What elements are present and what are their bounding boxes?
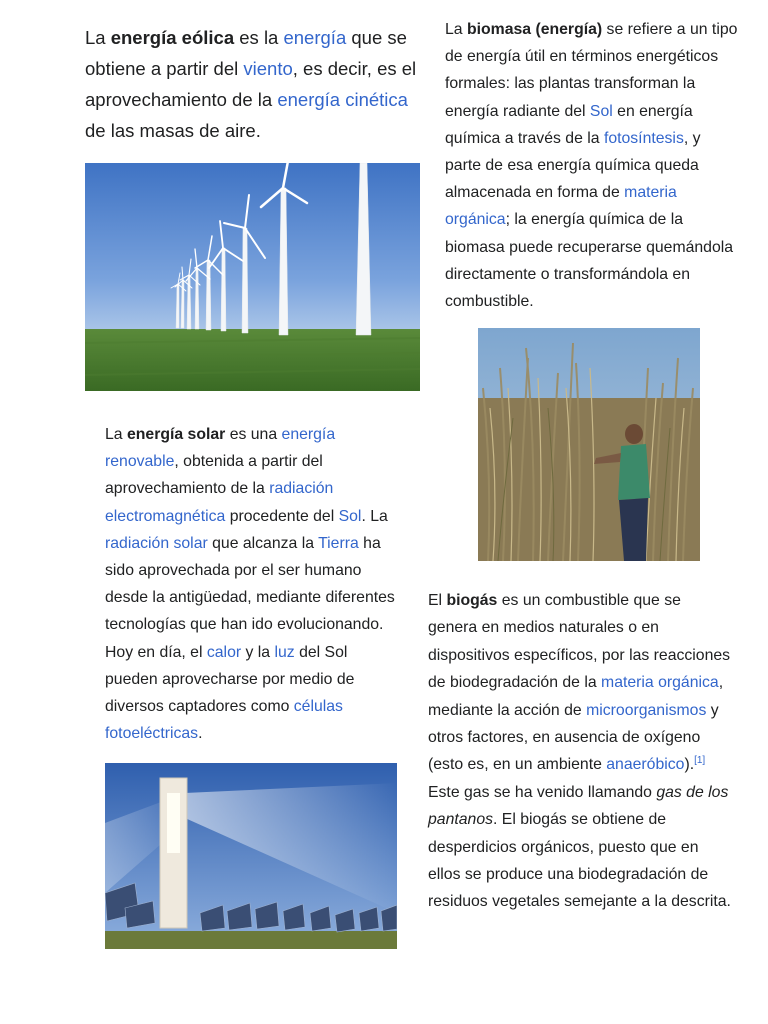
link-tierra[interactable]: Tierra (318, 534, 359, 552)
wind-farm-image[interactable] (85, 163, 420, 391)
solar-term: energía solar (126, 426, 226, 443)
link-sol[interactable]: Sol (589, 102, 613, 120)
solar-paragraph: La energía solar es una energía renovable, obtenida a partir del aprovechamiento de la radiación electromagnética procedente del Sol. La radiación solar que alcanza la Tierra ha sido aprovechada por el ser humano desde la antigüedad, mediante diferentes tecnologías que han ido evolucionando. Hoy en día, el calor y la luz del Sol pueden aprovecharse por medio de diversos captadores como células fotoeléctricas. (105, 426, 395, 743)
link-materia-organica[interactable]: materia orgánica (445, 184, 677, 229)
link-fotosintesis[interactable]: fotosíntesis (603, 129, 684, 147)
link-celulas-fotoelectricas[interactable]: células fotoeléctricas (105, 698, 343, 743)
link-anaerobico[interactable]: anaeróbico (606, 756, 685, 774)
link-energia-renovable[interactable]: energía renovable (105, 426, 336, 471)
reference-link[interactable]: [1] (694, 755, 706, 767)
link-sol-solar[interactable]: Sol (338, 507, 362, 525)
link-luz[interactable]: luz (274, 643, 295, 661)
link-calor[interactable]: calor (206, 643, 242, 661)
gas-pantanos-italic: gas de los pantanos (428, 783, 729, 829)
link-energia-cinetica[interactable]: energía cinética (277, 89, 408, 110)
link-materia-organica-biogas[interactable]: materia orgánica (601, 674, 719, 692)
solar-tower-image[interactable] (105, 763, 397, 949)
link-viento[interactable]: viento (243, 58, 293, 79)
biogas-term: biogás (446, 592, 498, 609)
link-radiacion-solar[interactable]: radiación solar (105, 534, 208, 552)
biogas-paragraph: El biogás es un combustible que se genera en medios naturales o en dispositivos específicos, por las reacciones de biodegradación de la materia orgánica, mediante la acción de microorganismos y otros factores, en ausencia de oxígeno (esto es, en un ambiente anaeróbico).[1] Este gas se ha venido llamando gas de los pantanos. El biogás se obtiene de desperdicios orgánicos, puesto que en ellos se produce una biodegradación de residuos vegetales semejante a la descrita. (428, 592, 731, 911)
biomasa-term: biomasa (energía) (466, 21, 603, 38)
eolica-paragraph: La energía eólica es la energía que se obtiene a partir del viento, es decir, es el aprovechamiento de la energía cinética de las masas de aire. (85, 27, 417, 141)
link-energia[interactable]: energía (283, 27, 347, 48)
link-radiacion-electromagnetica[interactable]: radiación electromagnética (105, 480, 334, 525)
biomasa-paragraph: La biomasa (energía) se refiere a un tipo de energía útil en términos energéticos formales: las plantas transforman la energía radiante del Sol en energía química a través de la fotosíntesis, y parte de esa energía química queda almacenada en forma de materia orgánica; la energía química de la biomasa puede recuperarse quemándola directamente o transformándola en combustible. (445, 21, 738, 311)
link-microorganismos[interactable]: microorganismos (586, 701, 707, 719)
biomass-grass-image[interactable] (478, 328, 700, 561)
eolica-term: energía eólica (110, 27, 235, 48)
